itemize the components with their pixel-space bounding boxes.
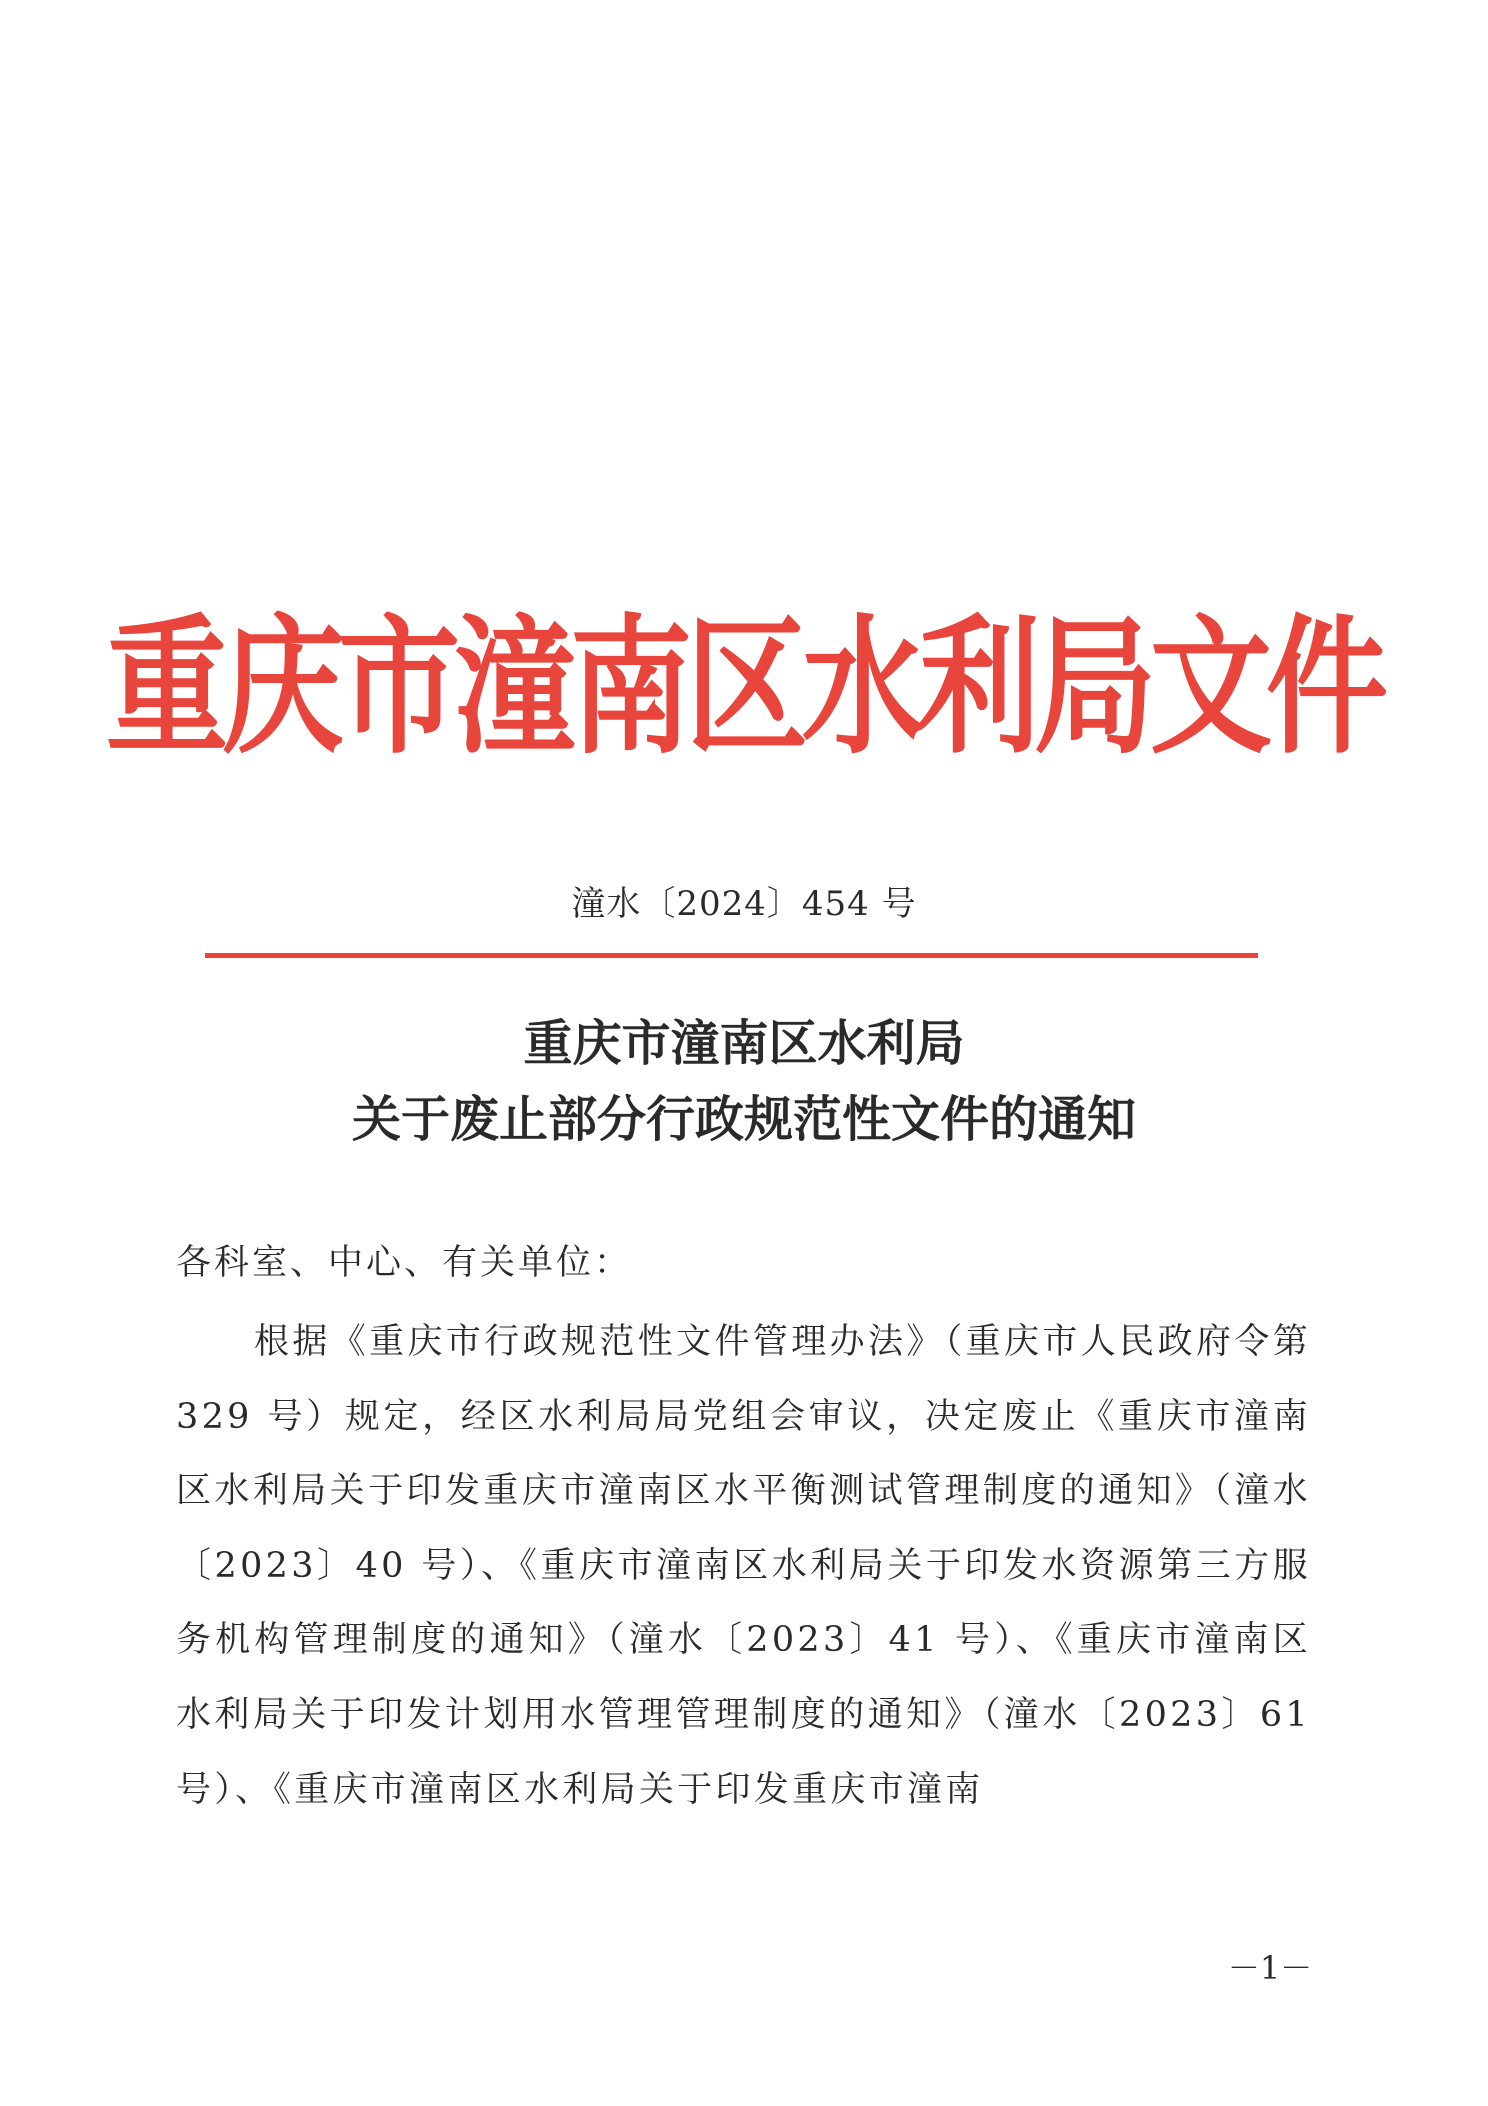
red-divider-line xyxy=(205,953,1258,958)
document-title-line-1: 重庆市潼南区水利局 xyxy=(523,1014,965,1072)
page-number: －1－ xyxy=(1227,1949,1313,1987)
document-number: 潼水〔2024〕454 号 xyxy=(571,884,917,924)
body-paragraph: 根据《重庆市行政规范性文件管理办法》（重庆市人民政府令第 329 号）规定，经区水利局局党组会审议，决定废止《重庆市潼南区水利局关于印发重庆市潼南区水平衡测试管理制度的通知》（潼水〔2023〕40 号）、《重庆市潼南区水利局关于印发水资源第三方服务机构管理制度的通知》（潼水〔2023〕41 号）、《重庆市潼南区水利局关于印发计划用水管理管理制度的通知》（潼水〔2023〕61 号）、《重庆市潼南区水利局关于印发重庆市潼南 xyxy=(176,1322,1311,1810)
document-masthead: 重庆市潼南区水利局文件 xyxy=(106,600,1382,775)
addressee: 各科室、中心、有关单位： xyxy=(176,1243,633,1283)
document-title-line-2: 关于废止部分行政规范性文件的通知 xyxy=(351,1090,1136,1148)
